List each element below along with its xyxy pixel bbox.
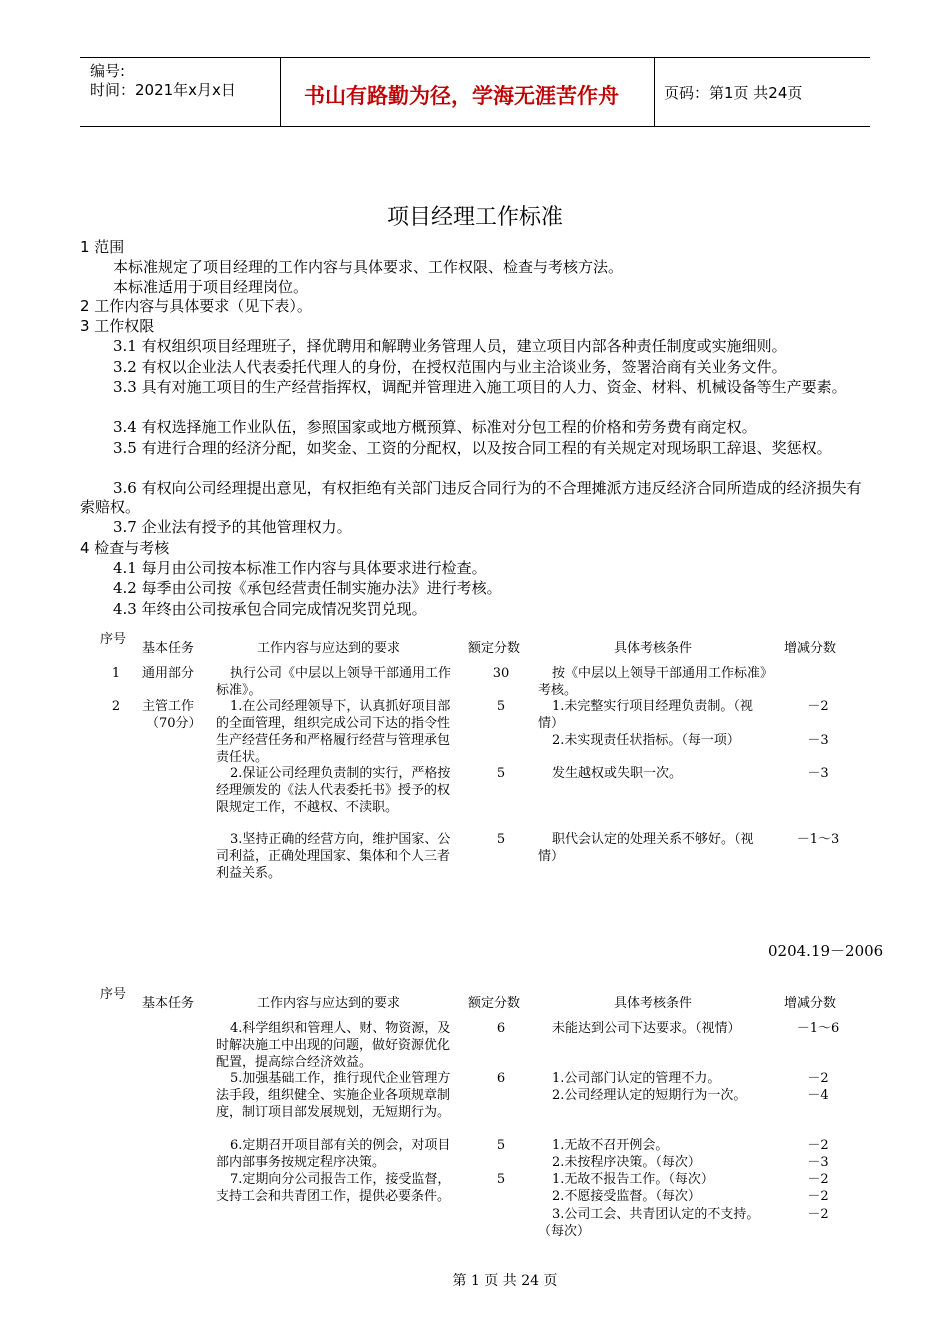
table-header-content: 工作内容与应达到的要求 [257, 996, 401, 1011]
table-cell-content: 3.坚持正确的经营方向，维护国家、公司利益，正确处理国家、集体和个人三者利益关系。 [216, 832, 451, 881]
paragraph: 3.7 企业法有授予的其他管理权力。 [113, 518, 352, 536]
table-cell-content: 4.科学组织和管理人、财、物资源，及时解决施工中出现的问题，做好资源优化配置，提高综合经济效益。 [216, 1021, 451, 1070]
table-cell-content: 6.定期召开项目部有关的例会，对项目部内部事务按规定程序决策。 [216, 1138, 451, 1170]
table-cell-score: 30 [492, 666, 510, 681]
table-cell-score: 5 [496, 1172, 506, 1187]
section-heading: 4 检查与考核 [80, 539, 170, 557]
paragraph: 3.3 具有对施工项目的生产经营指挥权，调配并管理进入施工项目的人力、资金、材料、机械设备等生产要素。 [113, 378, 847, 396]
paragraph: 4.3 年终由公司按承包合同完成情况奖罚兑现。 [113, 600, 427, 618]
header-motto: 书山有路勤为径，学海无涯苦作舟 [304, 84, 619, 108]
page-footer [0, 1270, 950, 1290]
paragraph: 3.5 有进行合理的经济分配，如奖金、工资的分配权，以及按合同工程的有关规定对现场职工辞退、奖惩权。 [113, 439, 832, 457]
table-cell-task: 主管工作 [142, 699, 195, 714]
page-header [80, 57, 870, 127]
table-cell-adjust: －3 [807, 733, 829, 748]
table-cell-adjust: －4 [807, 1088, 829, 1103]
table-header-condition: 具体考核条件 [614, 641, 693, 656]
table-cell-adjust: －3 [807, 1155, 829, 1170]
table-header-seq: 序号 [100, 987, 127, 1002]
table-header-condition: 具体考核条件 [614, 996, 693, 1011]
table-cell-condition: 按《中层以上领导干部通用工作标准》考核。 [538, 666, 774, 698]
table-cell-condition: 2.公司经理认定的短期行为一次。 [552, 1088, 747, 1103]
table-cell-score: 6 [496, 1071, 506, 1086]
table-cell-seq: 1 [111, 666, 121, 681]
paragraph: 3.2 有权以企业法人代表委托代理人的身份，在授权范围内与业主洽谈业务，签署洽商有关业务文件。 [113, 358, 787, 376]
table-cell-score: 5 [496, 832, 506, 847]
paragraph: 本标准适用于项目经理岗位。 [113, 278, 309, 296]
paragraph: 3.6 有权向公司经理提出意见，有权拒绝有关部门违反合同行为的不合理摊派方违反经济合同所造成的经济损失有索赔权。 [80, 479, 862, 516]
paragraph: 4.1 每月由公司按本标准工作内容与具体要求进行检查。 [113, 559, 487, 577]
table-header-task: 基本任务 [142, 996, 195, 1011]
table-cell-condition: 3.公司工会、共青团认定的不支持。（每次） [538, 1207, 760, 1239]
header-divider [280, 58, 281, 126]
table-cell-condition: 2.不愿接受监督。（每次） [552, 1189, 701, 1204]
table-header-content: 工作内容与应达到的要求 [257, 641, 401, 656]
paragraph: 3.4 有权选择施工作业队伍，参照国家或地方概预算、标准对分包工程的价格和劳务费有商定权。 [113, 418, 757, 436]
serial-label: 编号: [90, 62, 126, 80]
table-cell-condition: 2.未实现责任状指标。（每一项） [552, 733, 740, 748]
table-cell-adjust: －2 [807, 1207, 829, 1222]
table-header-score: 额定分数 [468, 996, 521, 1011]
table-cell-score: 6 [496, 1021, 506, 1036]
table-cell-content: 执行公司《中层以上领导干部通用工作标准》。 [216, 666, 452, 698]
table-cell-adjust: －1～6 [796, 1021, 840, 1036]
table-cell-adjust: －3 [807, 766, 829, 781]
table-cell-condition: 1.未完整实行项目经理负责制。（视情） [538, 699, 753, 731]
table-cell-content: 2.保证公司经理负责制的实行，严格按经理颁发的《法人代表委托书》授予的权限规定工作，不越权、不渎职。 [216, 766, 451, 815]
table-header-adjust: 增减分数 [784, 996, 837, 1011]
document-title: 项目经理工作标准 [386, 205, 563, 230]
table-header-task: 基本任务 [142, 641, 195, 656]
table-cell-condition: 1.公司部门认定的管理不力。 [552, 1071, 721, 1086]
table-cell-score: 5 [496, 699, 506, 714]
table-cell-content: 7.定期向分公司报告工作，接受监督，支持工会和共青团工作，提供必要条件。 [216, 1172, 451, 1204]
header-meta [90, 62, 236, 100]
paragraph: 本标准规定了项目经理的工作内容与具体要求、工作权限、检查与考核方法。 [113, 258, 624, 276]
table-cell-condition: 1.无故不报告工作。（每次） [552, 1172, 714, 1187]
time-label: 时间：2021年x月x日 [90, 81, 236, 99]
paragraph: 4.2 每季由公司按《承包经营责任制实施办法》进行考核。 [113, 579, 502, 597]
section-heading: 2 工作内容与具体要求（见下表）。 [80, 297, 312, 315]
section-heading: 1 范围 [80, 238, 125, 256]
section-heading: 3 工作权限 [80, 317, 155, 335]
table-header-adjust: 增减分数 [784, 641, 837, 656]
header-divider [654, 58, 655, 126]
table-cell-condition: 发生越权或失职一次。 [552, 766, 683, 781]
table-cell-adjust: －2 [807, 1172, 829, 1187]
header-page-info: 页码：第1页 共24页 [664, 84, 803, 102]
table-header-score: 额定分数 [468, 641, 521, 656]
table-cell-condition: 未能达到公司下达要求。（视情） [552, 1021, 741, 1036]
table-cell-adjust: －2 [807, 699, 829, 714]
table-header-seq: 序号 [100, 632, 127, 647]
table-cell-adjust: －1～3 [796, 832, 840, 847]
table-cell-content: 5.加强基础工作，推行现代企业管理方法手段，组织健全、实施企业各项规章制度，制订项目部发展规划，无短期行为。 [216, 1071, 451, 1120]
table-cell-task: 通用部分 [142, 666, 195, 681]
table-cell-task-score: （70分） [146, 716, 202, 731]
document-code: 0204.19－2006 [768, 942, 884, 960]
table-cell-condition: 职代会认定的处理关系不够好。（视情） [538, 832, 754, 864]
table-cell-condition: 2.未按程序决策。（每次） [552, 1155, 701, 1170]
table-cell-score: 5 [496, 766, 506, 781]
table-cell-condition: 1.无故不召开例会。 [552, 1138, 669, 1153]
table-cell-adjust: －2 [807, 1071, 829, 1086]
footer-page-number: 第 1 页 共 24 页 [452, 1273, 558, 1289]
table-cell-seq: 2 [111, 699, 121, 714]
table-cell-adjust: －2 [807, 1138, 829, 1153]
table-cell-content: 1.在公司经理领导下，认真抓好项目部的全面管理，组织完成公司下达的指令性生产经营任务和严格履行经营与管理承包责任状。 [216, 699, 451, 765]
table-cell-score: 5 [496, 1138, 506, 1153]
paragraph: 3.1 有权组织项目经理班子，择优聘用和解聘业务管理人员，建立项目内部各种责任制度或实施细则。 [113, 337, 787, 355]
table-cell-adjust: －2 [807, 1189, 829, 1204]
